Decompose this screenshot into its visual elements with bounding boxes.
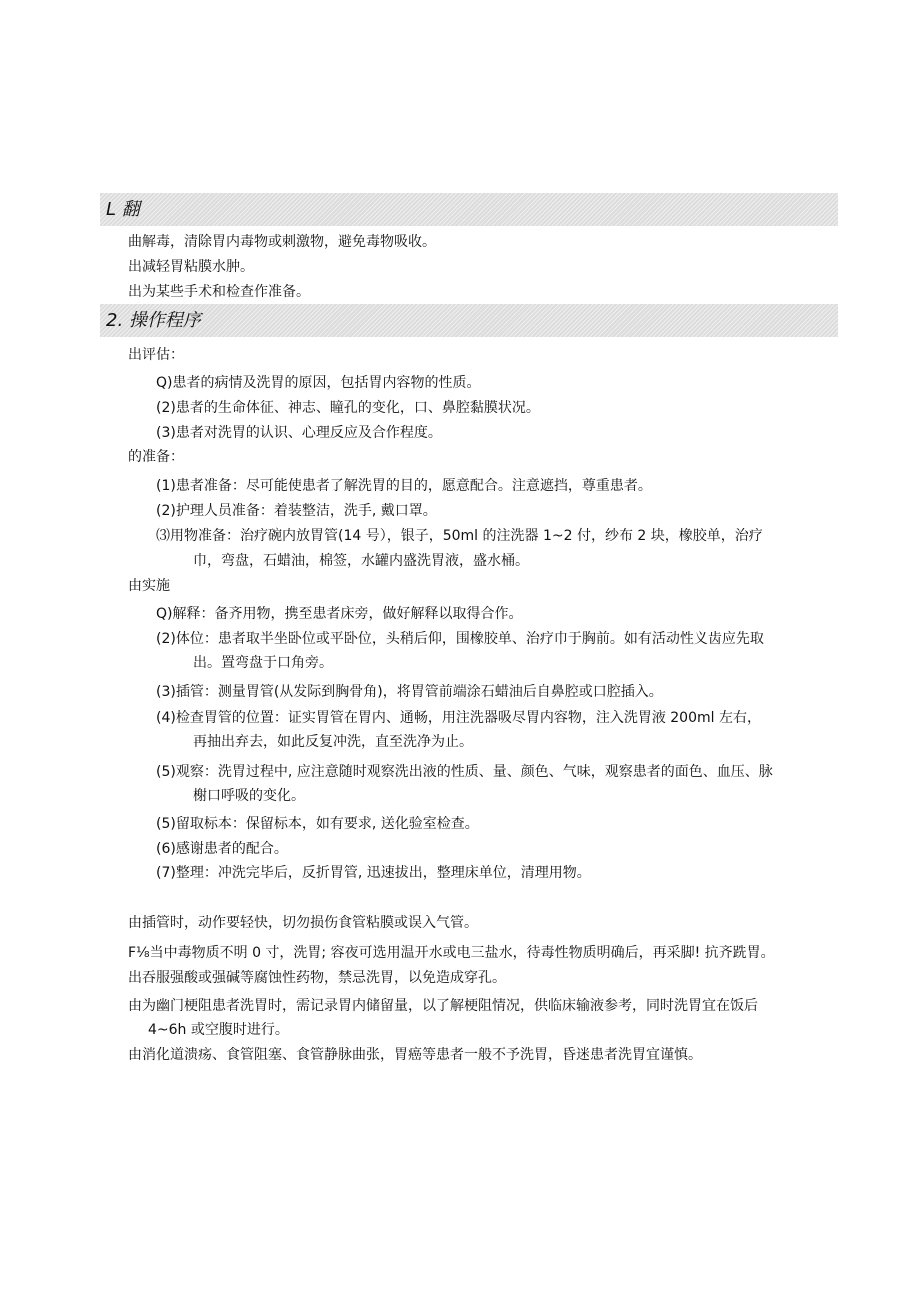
section-2-header-bar (100, 304, 838, 337)
implement-item-5: (5)观察：洗胃过程中, 应注意随时观察洗出液的性质、量、颜色、气味，观察患者的面色、血压、脉 (156, 764, 773, 780)
prepare-item-1: (1)患者准备：尽可能使患者了解洗胃的目的，愿意配合。注意遮挡，尊重患者。 (156, 478, 652, 494)
section-1-title: L 翻 (106, 199, 140, 220)
implement-item-7: (6)感谢患者的配合。 (156, 841, 288, 857)
implement-item-5-cont: 榭口呼吸的变化。 (193, 788, 305, 804)
prepare-item-3-cont: 巾，弯盘，石蜡油，棉签，水罐内盛洗胃液，盛水桶。 (193, 553, 529, 569)
section-1-header-bar (100, 193, 838, 226)
assess-heading: 出评估： (128, 347, 184, 363)
note-4: 由为幽门梗阻患者洗胃时，需记录胃内储留量，以了解梗阻情况，供临床输液参考，同时洗胃宜在饭后 (128, 998, 758, 1014)
note-5: 由消化道溃疡、食管阻塞、食管静脉曲张，胃癌等患者一般不予洗胃，昏迷患者洗胃宜谨慎。 (128, 1047, 702, 1063)
purpose-line-3: 出为某些手术和检查作准备。 (128, 284, 310, 300)
implement-item-8: (7)整理：冲洗完毕后，反折胃管, 迅速拔出，整理床单位，清理用物。 (156, 865, 591, 881)
implement-item-2-cont: 出。置弯盘于口角旁。 (193, 655, 333, 671)
implement-item-1: Q)解释：备齐用物，携至患者床旁，做好解释以取得合作。 (156, 606, 523, 622)
section-2-title: 2. 操作程序 (106, 310, 201, 331)
purpose-line-2: 出减轻胃粘膜水肿。 (128, 259, 254, 275)
prepare-heading: 的准备： (128, 449, 184, 465)
assess-item-2: (2)患者的生命体征、神志、瞳孔的变化，口、鼻腔黏膜状况。 (156, 400, 540, 416)
note-1: 由插管时，动作要轻快，切勿损伤食管粘膜或误入气管。 (128, 915, 478, 931)
implement-item-6: (5)留取标本：保留标本，如有要求, 送化验室检查。 (156, 816, 479, 832)
implement-item-4-cont: 再抽出弃去，如此反复冲洗，直至洗净为止。 (193, 734, 473, 750)
note-4-cont: 4~6h 或空腹时进行。 (148, 1022, 289, 1038)
implement-item-4: (4)检查胃管的位置：证实胃管在胃内、通畅，用注洗器吸尽胃内容物，注入洗胃液 200ml 左右， (156, 710, 761, 726)
assess-item-1: Q)患者的病情及洗胃的原因，包括胃内容物的性质。 (156, 375, 481, 391)
note-2: F⅛当中毒物质不明 0 寸，洗胃; 容夜可选用温开水或电三盐水，待毒性物质明确后，再采脚! 抗齐跣胃。 (128, 945, 775, 961)
purpose-line-1: 曲解毒，清除胃内毒物或刺激物，避免毒物吸收。 (128, 234, 436, 250)
note-3: 出吞服强酸或强碱等腐蚀性药物，禁忌洗胃，以免造成穿孔。 (128, 970, 506, 986)
prepare-item-3: ⑶用物准备：治疗碗内放胃管(14 号），银子，50ml 的注洗器 1~2 付，纱布 2 块，橡胶单，治疗 (156, 528, 763, 544)
implement-item-3: (3)插管：测量胃管(从发际到胸骨角)，将胃管前端涂石蜡油后自鼻腔或口腔插入。 (156, 684, 663, 700)
implement-item-2: (2)体位：患者取半坐卧位或平卧位，头稍后仰，围橡胶单、治疗巾于胸前。如有活动性义齿应先取 (156, 631, 764, 647)
assess-item-3: (3)患者对洗胃的认识、心理反应及合作程度。 (156, 425, 442, 441)
implement-heading: 由实施 (128, 578, 170, 594)
prepare-item-2: (2)护理人员准备：着装整洁，洗手, 戴口罩。 (156, 503, 437, 519)
